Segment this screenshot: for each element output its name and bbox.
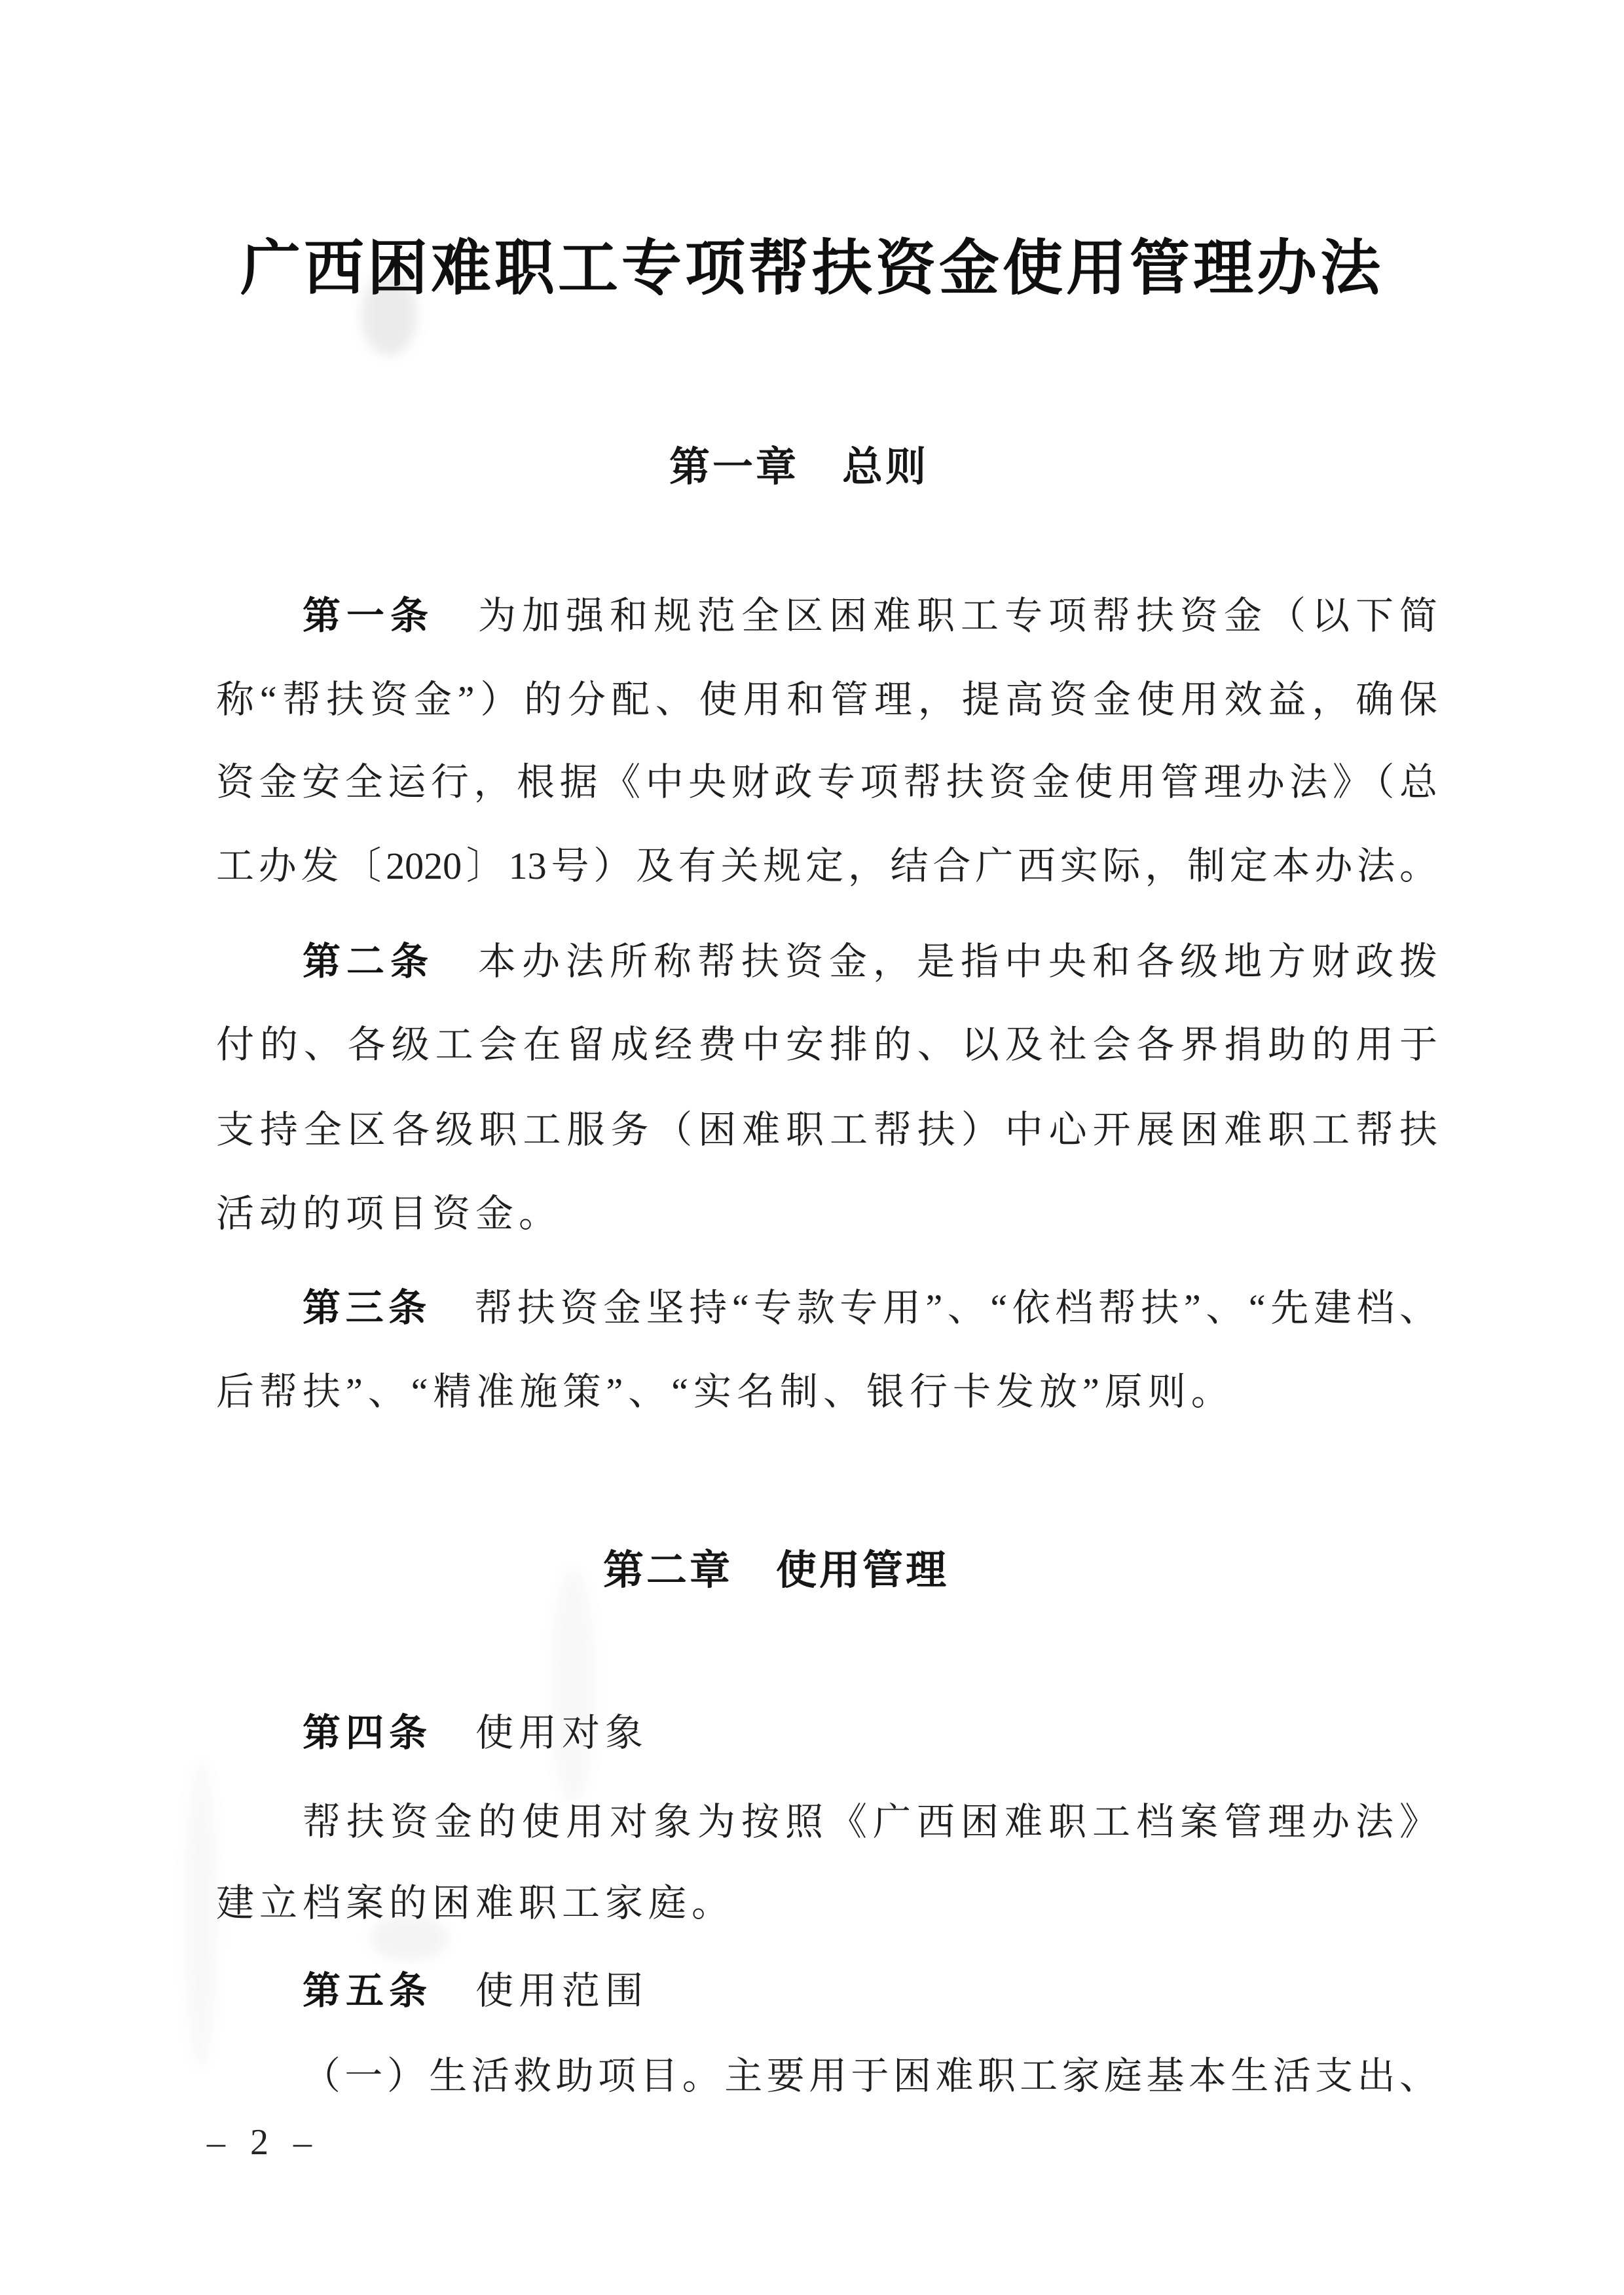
- article-2-text: 本办法所称帮扶资金，是指中央和各级地方财政拨: [434, 940, 1437, 983]
- article-4-heading-line: [216, 1710, 1437, 1756]
- article-2-line-1: [216, 939, 1437, 985]
- article-3-term: 第三条: [303, 1287, 432, 1329]
- article-4-term: 第四条: [303, 1712, 433, 1754]
- chapter-1-heading: 第一章 总则: [669, 445, 929, 490]
- scan-smudge: [550, 1568, 596, 1804]
- article-3-line-1: [216, 1285, 1437, 1331]
- article-4-body-line-1: 帮扶资金的使用对象为按照《广西困难职工档案管理办法》: [303, 1801, 1437, 1843]
- article-1-line-3: 资金安全运行，根据《中央财政专项帮扶资金使用管理办法》（总: [216, 761, 1437, 803]
- article-1-line-4: 工办发〔2020〕13号）及有关规定，结合广西实际，制定本办法。: [216, 845, 1437, 887]
- article-1-line-1: [216, 593, 1437, 639]
- scan-smudge: [185, 1761, 217, 2069]
- article-4-heading-text: 使用对象: [432, 1712, 649, 1754]
- article-5-term: 第五条: [303, 1970, 433, 2012]
- article-2-line-3: 支持全区各级职工服务（困难职工帮扶）中心开展困难职工帮扶: [216, 1109, 1437, 1151]
- article-1-text: 为加强和规范全区困难职工专项帮扶资金（以下简: [434, 595, 1437, 637]
- article-2-line-2: 付的、各级工会在留成经费中安排的、以及社会各界捐助的用于: [216, 1023, 1437, 1066]
- article-1-line-2: 称“帮扶资金”）的分配、使用和管理，提高资金使用效益，确保: [216, 678, 1437, 721]
- chapter-2-heading: 第二章 使用管理: [602, 1548, 949, 1593]
- article-5-heading-line: [216, 1968, 1437, 2014]
- article-1-term: 第一条: [303, 595, 434, 637]
- article-2-term: 第二条: [303, 940, 434, 983]
- document-title: 广西困难职工专项帮扶资金使用管理办法: [240, 235, 1384, 302]
- article-5-item-1-line-1: （一）生活救助项目。主要用于困难职工家庭基本生活支出、: [303, 2055, 1437, 2097]
- article-3-line-2: 后帮扶”、“精准施策”、“实名制、银行卡发放”原则。: [216, 1370, 1234, 1413]
- page-number: – 2 –: [207, 2122, 320, 2163]
- article-5-heading-text: 使用范围: [432, 1970, 649, 2012]
- article-4-body-line-2: 建立档案的困难职工家庭。: [216, 1882, 735, 1924]
- article-3-text: 帮扶资金坚持“专款专用”、“依档帮扶”、“先建档、: [431, 1287, 1437, 1329]
- article-2-line-4: 活动的项目资金。: [216, 1192, 563, 1235]
